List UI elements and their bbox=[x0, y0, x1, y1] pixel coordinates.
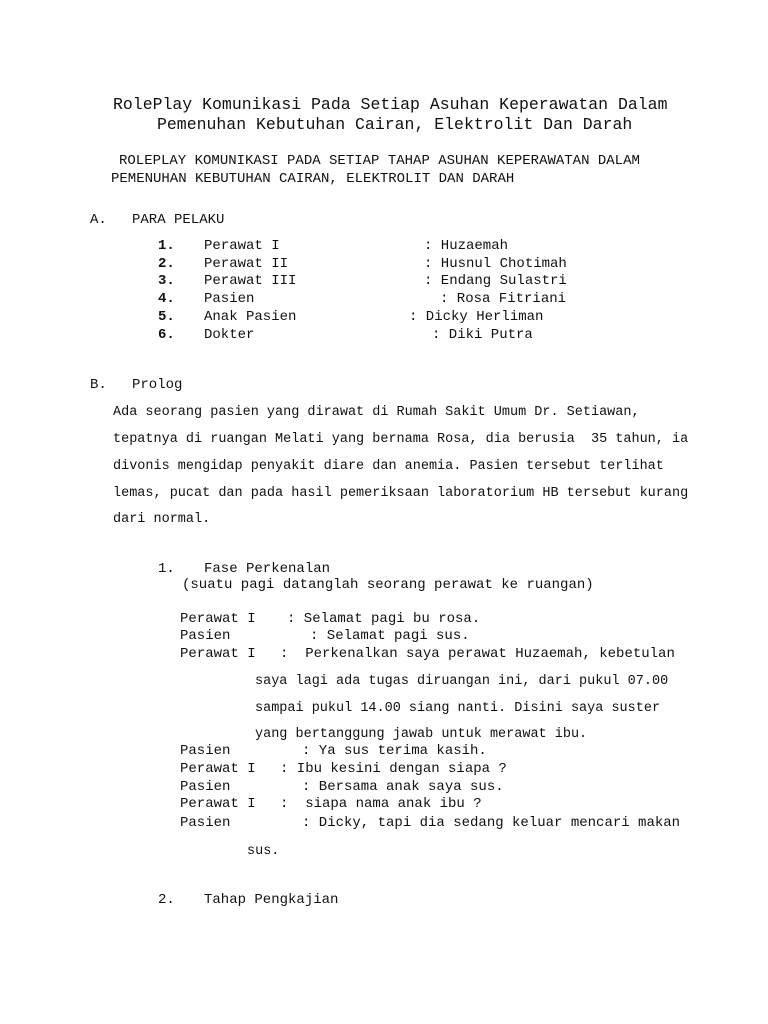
section-b-marker: B. bbox=[90, 377, 107, 393]
dialog-speaker: Pasien bbox=[180, 743, 231, 759]
cast-role: Anak Pasien bbox=[204, 309, 297, 325]
prolog-line: dari normal. bbox=[113, 512, 211, 527]
cast-role: Pasien bbox=[204, 291, 255, 307]
cast-number: 5. bbox=[158, 309, 175, 325]
phase-1-stage-note: (suatu pagi datanglah seorang perawat ke ruangan) bbox=[182, 577, 594, 593]
dialog-line: : Ya sus terima kasih. bbox=[302, 743, 487, 759]
prolog-line: divonis mengidap penyakit diare dan anemia. Pasien tersebut terlihat bbox=[113, 459, 664, 474]
cast-number: 6. bbox=[158, 327, 175, 343]
cast-number: 4. bbox=[158, 291, 175, 307]
cast-name: : Diki Putra bbox=[432, 327, 533, 343]
section-a-heading: PARA PELAKU bbox=[132, 212, 225, 228]
dialog-continuation: yang bertanggung jawab untuk merawat ibu. bbox=[255, 727, 588, 742]
dialog-speaker: Pasien bbox=[180, 779, 231, 795]
cast-role: Perawat III bbox=[204, 273, 297, 289]
document-title-line-1: RolePlay Komunikasi Pada Setiap Asuhan Keperawatan Dalam bbox=[113, 95, 668, 114]
dialog-line: : Perkenalkan saya perawat Huzaemah, kebetulan bbox=[280, 646, 675, 662]
dialog-continuation: sampai pukul 14.00 siang nanti. Disini saya suster bbox=[255, 701, 661, 716]
prolog-line: lemas, pucat dan pada hasil pemeriksaan laboratorium HB tersebut kurang bbox=[113, 486, 689, 501]
cast-role: Dokter bbox=[204, 327, 255, 343]
dialog-line: : Ibu kesini dengan siapa ? bbox=[280, 761, 507, 777]
dialog-speaker: Perawat I bbox=[180, 646, 256, 662]
dialog-speaker: Perawat I bbox=[180, 761, 256, 777]
dialog-speaker: Perawat I bbox=[180, 611, 256, 627]
cast-number: 2. bbox=[158, 256, 175, 272]
dialog-continuation: sus. bbox=[247, 844, 280, 859]
dialog-continuation: saya lagi ada tugas diruangan ini, dari pukul 07.00 bbox=[255, 674, 669, 689]
cast-name: : Endang Sulastri bbox=[424, 273, 567, 289]
dialog-speaker: Pasien bbox=[180, 815, 231, 831]
cast-role: Perawat II bbox=[204, 256, 289, 272]
dialog-line: : Selamat pagi bu rosa. bbox=[287, 611, 481, 627]
dialog-line: : Bersama anak saya sus. bbox=[302, 779, 504, 795]
dialog-speaker: Pasien bbox=[180, 628, 231, 644]
prolog-line: tepatnya di ruangan Melati yang bernama Rosa, dia berusia 35 tahun, ia bbox=[113, 432, 689, 447]
cast-role: Perawat I bbox=[204, 238, 280, 254]
phase-1-number: 1. bbox=[158, 561, 175, 577]
section-b-heading: Prolog bbox=[132, 377, 183, 393]
cast-number: 1. bbox=[158, 238, 175, 254]
document-title-line-2: Pemenuhan Kebutuhan Cairan, Elektrolit Dan Darah bbox=[157, 115, 633, 134]
cast-name: : Dicky Herliman bbox=[409, 309, 544, 325]
dialog-line: : Selamat pagi sus. bbox=[310, 628, 470, 644]
document-subtitle-line-1: ROLEPLAY KOMUNIKASI PADA SETIAP TAHAP ASUHAN KEPERAWATAN DALAM bbox=[119, 153, 640, 169]
dialog-line: : siapa nama anak ibu ? bbox=[280, 796, 482, 812]
phase-2-heading: Tahap Pengkajian bbox=[204, 892, 339, 908]
cast-number: 3. bbox=[158, 273, 175, 289]
prolog-line: Ada seorang pasien yang dirawat di Rumah Sakit Umum Dr. Setiawan, bbox=[113, 405, 640, 420]
dialog-speaker: Perawat I bbox=[180, 796, 256, 812]
cast-name: : Husnul Chotimah bbox=[424, 256, 567, 272]
cast-name: : Rosa Fitriani bbox=[440, 291, 567, 307]
section-a-marker: A. bbox=[90, 212, 107, 228]
phase-2-number: 2. bbox=[158, 892, 175, 908]
document-subtitle-line-2: PEMENUHAN KEBUTUHAN CAIRAN, ELEKTROLIT DAN DARAH bbox=[111, 171, 515, 187]
dialog-line: : Dicky, tapi dia sedang keluar mencari makan bbox=[302, 815, 681, 831]
cast-name: : Huzaemah bbox=[424, 238, 509, 254]
phase-1-heading: Fase Perkenalan bbox=[204, 561, 331, 577]
